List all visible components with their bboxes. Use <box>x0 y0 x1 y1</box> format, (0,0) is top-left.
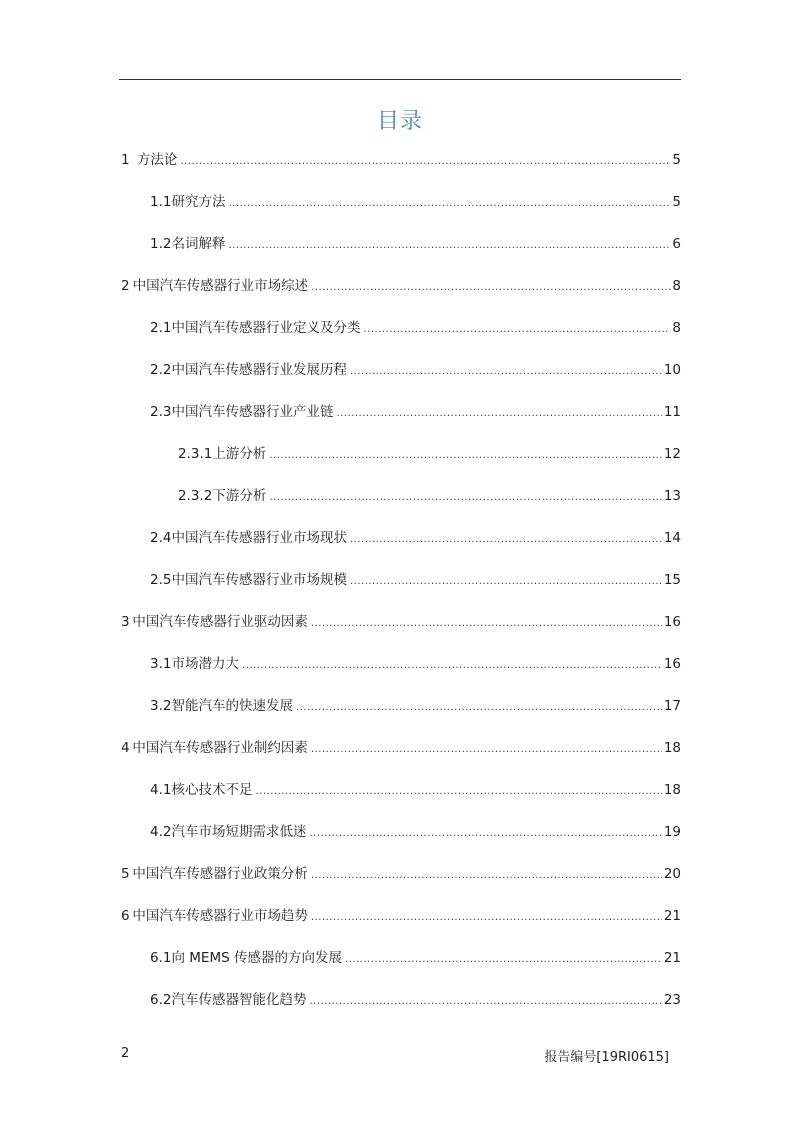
toc-entry-title: 中国汽车传感器行业市场规模 <box>171 572 347 588</box>
toc-entry-title: 中国汽车传感器行业定义及分类 <box>171 320 361 336</box>
toc-entry-number: 6 <box>121 908 130 924</box>
toc-entry-number: 4.2 <box>150 824 172 840</box>
toc-entry-page: 10 <box>663 362 681 378</box>
toc-entry-page: 21 <box>663 950 681 966</box>
toc-entry-number: 2.1 <box>150 320 172 336</box>
toc-entry-number: 4 <box>121 740 130 756</box>
toc-entry[interactable] <box>150 822 681 842</box>
toc-entry-page: 12 <box>663 446 681 462</box>
toc-entry-number: 2 <box>121 278 130 294</box>
toc-entry[interactable] <box>150 234 681 254</box>
toc-entry[interactable] <box>150 360 681 380</box>
toc-entry-page: 18 <box>663 782 681 798</box>
toc-entry-number: 1.2 <box>150 236 172 252</box>
toc-entry-leader <box>229 236 671 256</box>
toc-entry-leader <box>311 614 662 634</box>
toc-entry-title: 汽车传感器智能化趋势 <box>171 992 307 1008</box>
toc-entry[interactable] <box>150 990 681 1010</box>
toc-entry-number: 2.5 <box>150 572 172 588</box>
toc-entry-page: 16 <box>663 656 681 672</box>
toc-entry-leader <box>336 404 661 424</box>
toc-entry-number: 2.3.1 <box>178 446 213 462</box>
toc-entry-title: 中国汽车传感器行业市场现状 <box>171 530 347 546</box>
toc-entry-leader <box>311 740 662 760</box>
toc-entry-page: 23 <box>663 992 681 1008</box>
toc-entry-leader <box>311 866 662 886</box>
toc-entry-title: 中国汽车传感器行业驱动因素 <box>132 614 308 630</box>
toc-entry-number: 4.1 <box>150 782 172 798</box>
toc-entry-leader <box>229 194 671 214</box>
toc-entry-title: 方法论 <box>136 152 178 168</box>
toc-entry-number: 1.1 <box>150 194 172 210</box>
toc-entry-title: 中国汽车传感器行业制约因素 <box>132 740 308 756</box>
toc-entry-number: 3.1 <box>150 656 172 672</box>
toc-entry-leader <box>242 656 662 676</box>
toc-entry-leader <box>311 278 670 298</box>
toc-entry-page: 6 <box>672 236 681 252</box>
toc-entry-page: 11 <box>663 404 681 420</box>
toc-entry-page: 19 <box>663 824 681 840</box>
toc-entry-title: 中国汽车传感器行业发展历程 <box>171 362 347 378</box>
toc-entry-title: 下游分析 <box>212 488 267 504</box>
toc-title: 目录 <box>376 109 423 134</box>
toc-entry-title: 中国汽车传感器行业市场综述 <box>132 278 309 294</box>
toc-entry-page: 14 <box>663 530 681 546</box>
toc-entry-page: 13 <box>663 488 681 504</box>
toc-entry-number: 5 <box>121 866 130 882</box>
toc-entry-title: 智能汽车的快速发展 <box>171 698 293 714</box>
toc-entry-number: 3.2 <box>150 698 172 714</box>
toc-entry-title: 汽车市场短期需求低迷 <box>171 824 307 840</box>
toc-entry-number: 2.4 <box>150 530 172 546</box>
toc-entry-page: 8 <box>672 320 681 336</box>
toc-entry[interactable] <box>178 444 681 464</box>
toc-entry-number: 6.1 <box>150 950 172 966</box>
toc-entry[interactable] <box>150 402 681 422</box>
toc-entry-page: 17 <box>663 698 681 714</box>
toc-entry-leader <box>180 152 670 172</box>
toc-entry[interactable] <box>150 654 681 674</box>
toc-entry-title: 研究方法 <box>171 194 226 210</box>
toc-entry-page: 21 <box>663 908 681 924</box>
toc-entry-page: 8 <box>672 278 681 294</box>
toc-entry-title: 中国汽车传感器行业市场趋势 <box>132 908 308 924</box>
toc-entry-number: 6.2 <box>150 992 172 1008</box>
toc-entry-number: 2.2 <box>150 362 172 378</box>
toc-entry-leader <box>363 320 670 340</box>
toc-entry[interactable] <box>150 948 681 968</box>
toc-entry-leader <box>309 824 661 844</box>
toc-entry-number: 2.3 <box>150 404 172 420</box>
toc-entry-page: 5 <box>672 194 681 210</box>
toc-entry[interactable] <box>150 528 681 548</box>
toc-entry-title: 中国汽车传感器行业政策分析 <box>132 866 308 882</box>
toc-entry-leader <box>345 950 662 970</box>
toc-entry[interactable] <box>121 906 681 926</box>
toc-entry[interactable] <box>150 192 681 212</box>
toc-entry[interactable] <box>121 612 681 632</box>
toc-entry-page: 18 <box>663 740 681 756</box>
toc-entry-title: 名词解释 <box>171 236 226 252</box>
toc-entry-leader <box>350 572 662 592</box>
footer-page-number: 2 <box>121 1046 130 1061</box>
toc-entry-leader <box>269 488 661 508</box>
toc-entry-title: 市场潜力大 <box>171 656 239 672</box>
toc-entry-number: 3 <box>121 614 130 630</box>
toc-entry-leader <box>311 908 662 928</box>
toc-entry-leader <box>350 530 662 550</box>
toc-entry-leader <box>255 782 661 802</box>
footer-report-code: 报告编号[19RI0615] <box>544 1050 669 1065</box>
toc-entry[interactable] <box>121 276 681 296</box>
toc-entry[interactable] <box>150 696 681 716</box>
toc-entry-title: 中国汽车传感器行业产业链 <box>171 404 334 420</box>
toc-entry-leader <box>269 446 661 466</box>
toc-entry-leader <box>296 698 662 718</box>
toc-entry[interactable] <box>150 318 681 338</box>
toc-entry[interactable] <box>121 150 681 170</box>
toc-entry-title: 上游分析 <box>212 446 267 462</box>
toc-entry[interactable] <box>121 738 681 758</box>
toc-entry-page: 16 <box>663 614 681 630</box>
toc-entry[interactable] <box>150 780 681 800</box>
toc-entry-page: 5 <box>672 152 681 168</box>
toc-entry-page: 15 <box>663 572 681 588</box>
toc-entry-leader <box>350 362 662 382</box>
toc-entry-number: 1 <box>121 152 130 168</box>
toc-entry[interactable] <box>121 864 681 884</box>
toc-entry-title: 向 MEMS 传感器的方向发展 <box>171 950 342 966</box>
toc-entry-number: 2.3.2 <box>178 488 213 504</box>
toc-entry-leader <box>309 992 661 1012</box>
toc-entry[interactable] <box>178 486 681 506</box>
toc-entry-title: 核心技术不足 <box>171 782 253 798</box>
toc-entry-page: 20 <box>663 866 681 882</box>
toc-entry[interactable] <box>150 570 681 590</box>
